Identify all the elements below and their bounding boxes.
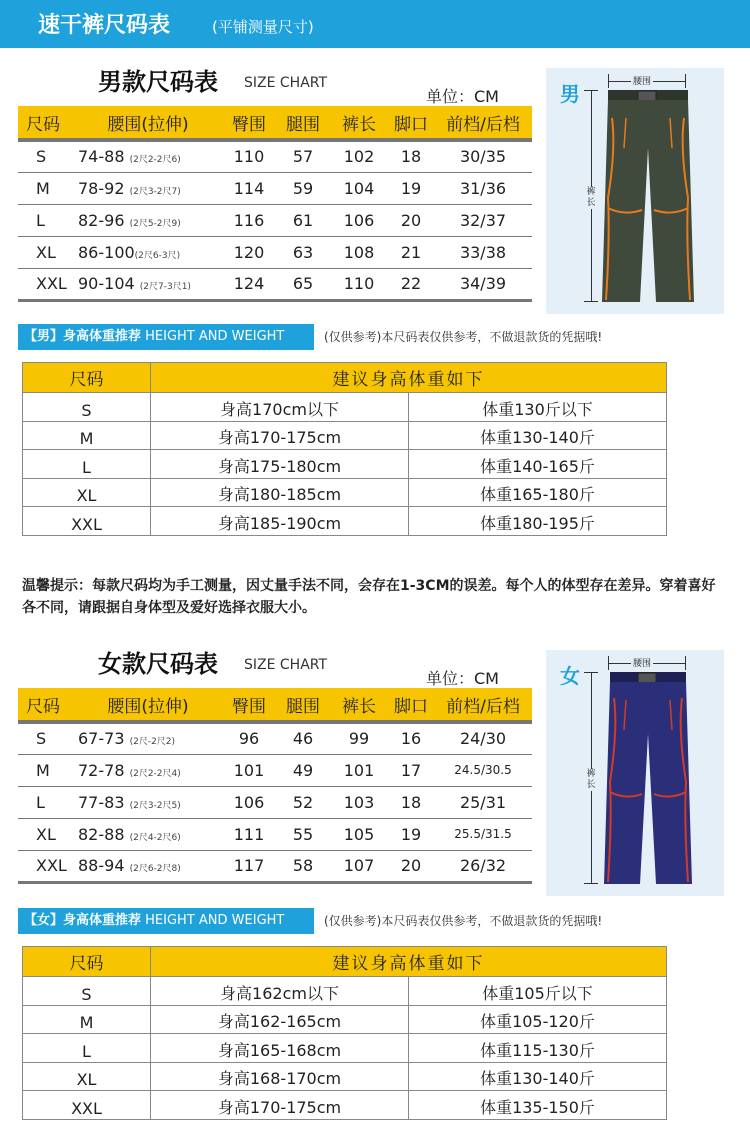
waist-cell bbox=[74, 786, 222, 818]
rise-cell: 34/39 bbox=[434, 268, 532, 300]
waist-value: 82-96 bbox=[78, 210, 125, 230]
size-cell: M bbox=[23, 421, 151, 450]
waist-note: (2尺2-2尺4) bbox=[129, 768, 181, 779]
thigh-cell: 46 bbox=[276, 722, 330, 754]
height-cell: 身高170cm以下 bbox=[151, 393, 409, 422]
size-cell: L bbox=[18, 786, 74, 818]
table-row bbox=[18, 172, 532, 204]
hip-cell: 124 bbox=[222, 268, 276, 300]
men-hw-header-row bbox=[23, 363, 667, 393]
col-header: 臀围 bbox=[222, 688, 276, 722]
rise-cell: 25.5/31.5 bbox=[434, 818, 532, 850]
table-row bbox=[23, 1034, 667, 1063]
length-dimension-label: 裤长 bbox=[583, 769, 599, 791]
table-row bbox=[23, 977, 667, 1006]
col-header: 腿围 bbox=[276, 106, 330, 140]
col-header: 腿围 bbox=[276, 688, 330, 722]
col-header: 尺码 bbox=[23, 947, 151, 977]
waist-value: 78-92 bbox=[78, 178, 125, 198]
col-header: 尺码 bbox=[18, 106, 74, 140]
men-pants-image bbox=[546, 68, 724, 314]
table-row bbox=[18, 204, 532, 236]
waist-note: (2尺6-3尺) bbox=[134, 250, 181, 261]
waist-cell bbox=[74, 722, 222, 754]
page-title: 速干裤尺码表 bbox=[38, 13, 171, 38]
men-hw-table bbox=[22, 362, 667, 536]
women-hw-note: (仅供参考)本尺码表仅供参考，不做退款货的凭据哦! bbox=[324, 914, 603, 928]
waist-cell bbox=[74, 818, 222, 850]
men-hw-banner-eng: HEIGHT AND WEIGHT bbox=[145, 329, 285, 344]
col-header: 前档/后档 bbox=[434, 106, 532, 140]
table-row bbox=[18, 140, 532, 172]
men-size-table bbox=[18, 106, 532, 302]
men-pants-icon bbox=[598, 88, 698, 308]
col-header: 脚口 bbox=[388, 106, 434, 140]
hem-cell: 19 bbox=[388, 818, 434, 850]
women-hw-banner-eng: HEIGHT AND WEIGHT bbox=[145, 913, 285, 928]
size-cell: M bbox=[23, 1005, 151, 1034]
table-row bbox=[18, 754, 532, 786]
col-header: 腰围(拉伸) bbox=[74, 106, 222, 140]
rise-cell: 24.5/30.5 bbox=[434, 754, 532, 786]
height-cell: 身高180-185cm bbox=[151, 478, 409, 507]
length-cell: 102 bbox=[330, 140, 388, 172]
size-cell: XL bbox=[18, 818, 74, 850]
waist-value: 67-73 bbox=[78, 729, 125, 749]
length-dimension bbox=[584, 90, 598, 302]
size-cell: L bbox=[23, 450, 151, 479]
women-unit-label: 单位：CM bbox=[426, 669, 499, 688]
table-row bbox=[23, 1091, 667, 1120]
height-cell: 身高165-168cm bbox=[151, 1034, 409, 1063]
hem-cell: 16 bbox=[388, 722, 434, 754]
page-header bbox=[0, 0, 750, 48]
table-row bbox=[18, 850, 532, 882]
table-row bbox=[23, 393, 667, 422]
rise-cell: 24/30 bbox=[434, 722, 532, 754]
rise-cell: 31/36 bbox=[434, 172, 532, 204]
weight-cell: 体重115-130斤 bbox=[409, 1034, 667, 1063]
hem-cell: 19 bbox=[388, 172, 434, 204]
waist-cell bbox=[74, 172, 222, 204]
waist-cell bbox=[74, 850, 222, 882]
weight-cell: 体重135-150斤 bbox=[409, 1091, 667, 1120]
thigh-cell: 52 bbox=[276, 786, 330, 818]
height-cell: 身高175-180cm bbox=[151, 450, 409, 479]
rise-cell: 30/35 bbox=[434, 140, 532, 172]
hip-cell: 116 bbox=[222, 204, 276, 236]
col-header: 臀围 bbox=[222, 106, 276, 140]
waist-note: (2尺-2尺2) bbox=[129, 737, 176, 748]
gender-label: 男 bbox=[560, 82, 580, 106]
size-cell: M bbox=[18, 754, 74, 786]
table-row bbox=[23, 1005, 667, 1034]
waist-note: (2尺6-2尺8) bbox=[129, 864, 181, 874]
women-size-section bbox=[0, 642, 750, 887]
waist-dimension-label: 腰围 bbox=[631, 74, 653, 87]
table-row bbox=[23, 478, 667, 507]
hem-cell: 18 bbox=[388, 786, 434, 818]
col-header: 前档/后档 bbox=[434, 688, 532, 722]
height-cell: 身高162-165cm bbox=[151, 1005, 409, 1034]
men-chart-subtitle: SIZE CHART bbox=[244, 75, 328, 91]
size-cell: XXL bbox=[23, 1091, 151, 1120]
weight-cell: 体重105-120斤 bbox=[409, 1005, 667, 1034]
thigh-cell: 58 bbox=[276, 850, 330, 882]
hem-cell: 20 bbox=[388, 850, 434, 882]
thigh-cell: 63 bbox=[276, 236, 330, 268]
table-row bbox=[18, 786, 532, 818]
waist-note: (2尺2-2尺6) bbox=[129, 155, 181, 166]
size-cell: XL bbox=[23, 478, 151, 507]
waist-dimension-label: 腰围 bbox=[631, 656, 653, 669]
waist-cell bbox=[74, 754, 222, 786]
waist-value: 88-94 bbox=[78, 856, 125, 875]
size-cell: XXL bbox=[18, 268, 74, 300]
hem-cell: 17 bbox=[388, 754, 434, 786]
men-hw-banner bbox=[18, 324, 314, 350]
size-cell: S bbox=[18, 140, 74, 172]
height-cell: 身高170-175cm bbox=[151, 421, 409, 450]
waist-cell bbox=[74, 268, 222, 300]
length-cell: 104 bbox=[330, 172, 388, 204]
waist-note: (2尺3-2尺5) bbox=[129, 800, 181, 811]
men-unit-label: 单位：CM bbox=[426, 87, 499, 106]
size-cell: XL bbox=[23, 1062, 151, 1091]
hip-cell: 96 bbox=[222, 722, 276, 754]
table-row bbox=[18, 722, 532, 754]
rise-cell: 26/32 bbox=[434, 850, 532, 882]
size-cell: S bbox=[18, 722, 74, 754]
height-cell: 身高162cm以下 bbox=[151, 977, 409, 1006]
size-cell: XXL bbox=[18, 850, 74, 882]
col-header: 尺码 bbox=[18, 688, 74, 722]
length-cell: 101 bbox=[330, 754, 388, 786]
size-cell: M bbox=[18, 172, 74, 204]
col-header: 裤长 bbox=[330, 106, 388, 140]
weight-cell: 体重105斤以下 bbox=[409, 977, 667, 1006]
length-cell: 108 bbox=[330, 236, 388, 268]
col-header: 裤长 bbox=[330, 688, 388, 722]
men-chart-title: 男款尺码表 bbox=[98, 68, 218, 96]
thigh-cell: 49 bbox=[276, 754, 330, 786]
length-cell: 103 bbox=[330, 786, 388, 818]
weight-cell: 体重130斤以下 bbox=[409, 393, 667, 422]
waist-value: 82-88 bbox=[78, 824, 125, 844]
women-hw-banner-title: 【女】身高体重推荐 bbox=[24, 913, 142, 928]
hip-cell: 114 bbox=[222, 172, 276, 204]
thigh-cell: 61 bbox=[276, 204, 330, 236]
waist-value: 86-100 bbox=[78, 242, 135, 262]
table-row bbox=[18, 268, 532, 300]
waist-cell bbox=[74, 236, 222, 268]
thigh-cell: 55 bbox=[276, 818, 330, 850]
col-header: 尺码 bbox=[23, 363, 151, 393]
hem-cell: 18 bbox=[388, 140, 434, 172]
women-pants-icon bbox=[598, 670, 698, 890]
hip-cell: 106 bbox=[222, 786, 276, 818]
women-chart-title: 女款尺码表 bbox=[98, 650, 218, 678]
length-cell: 99 bbox=[330, 722, 388, 754]
women-pants-image bbox=[546, 650, 724, 896]
weight-cell: 体重140-165斤 bbox=[409, 450, 667, 479]
hem-cell: 21 bbox=[388, 236, 434, 268]
thigh-cell: 59 bbox=[276, 172, 330, 204]
men-size-header-row bbox=[18, 106, 532, 140]
thigh-cell: 65 bbox=[276, 268, 330, 300]
waist-value: 72-78 bbox=[78, 760, 125, 780]
size-cell: S bbox=[23, 977, 151, 1006]
waist-value: 77-83 bbox=[78, 792, 125, 812]
rise-cell: 33/38 bbox=[434, 236, 532, 268]
women-chart-subtitle: SIZE CHART bbox=[244, 657, 328, 673]
col-header: 建议身高体重如下 bbox=[151, 363, 667, 393]
size-cell: L bbox=[23, 1034, 151, 1063]
page-subtitle: (平铺测量尺寸) bbox=[212, 18, 314, 36]
women-size-table bbox=[18, 688, 532, 884]
size-cell: S bbox=[23, 393, 151, 422]
length-cell: 107 bbox=[330, 850, 388, 882]
table-row bbox=[18, 818, 532, 850]
size-cell: XXL bbox=[23, 507, 151, 536]
hip-cell: 101 bbox=[222, 754, 276, 786]
table-row bbox=[23, 1062, 667, 1091]
weight-cell: 体重165-180斤 bbox=[409, 478, 667, 507]
hip-cell: 120 bbox=[222, 236, 276, 268]
hip-cell: 111 bbox=[222, 818, 276, 850]
table-row bbox=[23, 450, 667, 479]
col-header: 脚口 bbox=[388, 688, 434, 722]
table-row bbox=[23, 507, 667, 536]
rise-cell: 25/31 bbox=[434, 786, 532, 818]
length-cell: 110 bbox=[330, 268, 388, 300]
size-cell: L bbox=[18, 204, 74, 236]
hem-cell: 20 bbox=[388, 204, 434, 236]
measurement-tip: 温馨提示：每款尺码均为手工测量，因丈量手法不同，会存在1-3CM的误差。每个人的体型存在差异。穿着喜好各不同，请跟据自身体型及爱好选择衣服大小。 bbox=[22, 578, 716, 616]
hip-cell: 110 bbox=[222, 140, 276, 172]
women-size-header-row bbox=[18, 688, 532, 722]
waist-value: 74-88 bbox=[78, 147, 125, 167]
col-header: 腰围(拉伸) bbox=[74, 688, 222, 722]
thigh-cell: 57 bbox=[276, 140, 330, 172]
table-row bbox=[18, 236, 532, 268]
gender-label: 女 bbox=[560, 664, 580, 688]
size-cell: XL bbox=[18, 236, 74, 268]
weight-cell: 体重130-140斤 bbox=[409, 421, 667, 450]
hip-cell: 117 bbox=[222, 850, 276, 882]
men-hw-banner-title: 【男】身高体重推荐 bbox=[24, 329, 142, 344]
waist-dimension bbox=[608, 74, 686, 88]
men-hw-note: (仅供参考)本尺码表仅供参考，不做退款货的凭据哦! bbox=[324, 330, 603, 344]
waist-value: 90-104 bbox=[78, 274, 135, 293]
weight-cell: 体重130-140斤 bbox=[409, 1062, 667, 1091]
waist-note: (2尺3-2尺7) bbox=[129, 186, 181, 197]
waist-cell bbox=[74, 140, 222, 172]
height-cell: 身高168-170cm bbox=[151, 1062, 409, 1091]
col-header: 建议身高体重如下 bbox=[151, 947, 667, 977]
length-dimension-label: 裤长 bbox=[583, 187, 599, 209]
waist-note: (2尺5-2尺9) bbox=[129, 218, 181, 229]
table-row bbox=[23, 421, 667, 450]
rise-cell: 32/37 bbox=[434, 204, 532, 236]
hem-cell: 22 bbox=[388, 268, 434, 300]
women-hw-table bbox=[22, 946, 667, 1120]
men-size-section bbox=[0, 60, 750, 305]
length-dimension bbox=[584, 672, 598, 884]
height-cell: 身高185-190cm bbox=[151, 507, 409, 536]
waist-note: (2尺4-2尺6) bbox=[129, 832, 181, 843]
waist-note: (2尺7-3尺1) bbox=[139, 282, 191, 292]
weight-cell: 体重180-195斤 bbox=[409, 507, 667, 536]
waist-dimension bbox=[608, 656, 686, 670]
women-hw-banner bbox=[18, 908, 314, 934]
height-cell: 身高170-175cm bbox=[151, 1091, 409, 1120]
length-cell: 106 bbox=[330, 204, 388, 236]
waist-cell bbox=[74, 204, 222, 236]
length-cell: 105 bbox=[330, 818, 388, 850]
women-hw-header-row bbox=[23, 947, 667, 977]
